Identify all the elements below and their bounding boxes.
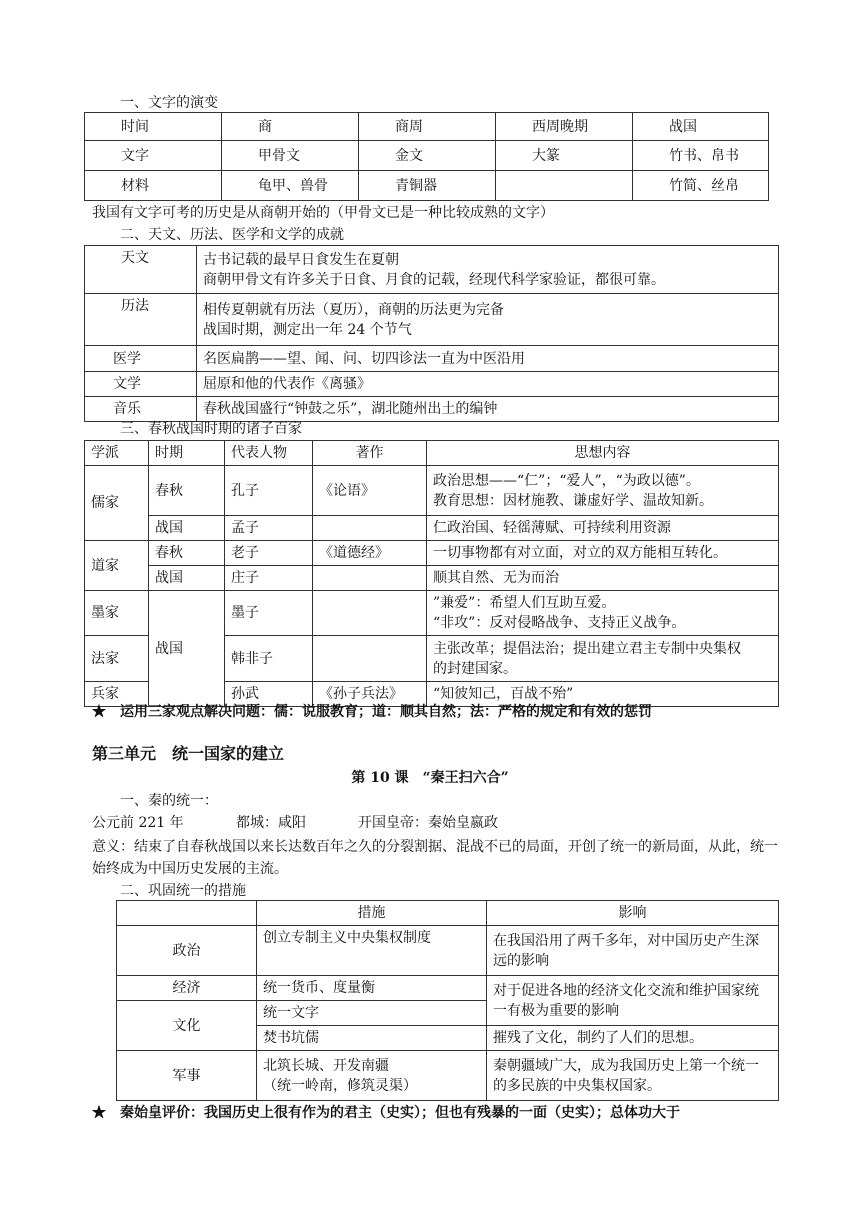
table-cell: 战国 (149, 591, 225, 707)
table-cell: 《论语》 (313, 466, 427, 516)
cell-line: 古书记载的最早日食发生在夏朝 (203, 251, 399, 268)
achievements-table (84, 245, 779, 422)
table-cell (197, 246, 779, 294)
cell-line: 战国时期，测定出一年 24 个节气 (203, 321, 412, 338)
table-cell: 孟子 (225, 516, 313, 541)
table-cell: 战国 (633, 113, 769, 141)
table-cell (427, 466, 779, 516)
table-cell (496, 171, 633, 201)
table-cell: 庄子 (225, 566, 313, 591)
table-cell: 创立专制主义中央集权制度 (257, 926, 487, 976)
table-cell: 商周 (359, 113, 496, 141)
table-cell (313, 636, 427, 682)
cell-line: 教育思想：因材施教、谦虚好学、温故知新。 (433, 492, 713, 509)
section-heading-schools: 三、春秋战国时期的诸子百家 (120, 421, 302, 437)
table-cell: 材料 (85, 171, 222, 201)
header-cell: 思想内容 (427, 441, 779, 466)
table-cell: 大篆 (496, 141, 633, 171)
table-cell (313, 516, 427, 541)
table-cell: 统一货币、度量衡 (257, 976, 487, 1001)
table-cell: 金文 (359, 141, 496, 171)
table-cell: 商 (222, 113, 359, 141)
unification-date: 公元前 221 年 (92, 815, 184, 831)
table-cell: “知彼知己，百战不殆” (427, 682, 779, 707)
table-cell (427, 591, 779, 636)
table-cell: 竹简、丝帛 (633, 171, 769, 201)
table-cell: 春秋 (149, 466, 225, 516)
table-cell: 文化 (117, 1001, 257, 1051)
table-cell: 一切事物都有对立面，对立的双方能相互转化。 (427, 541, 779, 566)
table-cell: 青铜器 (359, 171, 496, 201)
table-cell (313, 566, 427, 591)
table-cell: 韩非子 (225, 636, 313, 682)
table-cell: 龟甲、兽骨 (222, 171, 359, 201)
section-heading-measures: 二、巩固统一的措施 (120, 883, 246, 899)
cell-line: 主张改革；提倡法治；提出建立君主专制中央集权 (433, 640, 741, 657)
key-point-qin-evaluation: ★ 秦始皇评价：我国历史上很有作为的君主（史实）；但也有残暴的一面（史实）；总体功大于 (92, 1105, 680, 1121)
key-point-three-schools: ★ 运用三家观点解决问题：儒：说服教育；道：顺其自然；法：严格的规定和有效的惩罚 (92, 704, 652, 720)
header-cell: 影响 (487, 901, 779, 926)
table-cell: 屈原和他的代表作《离骚》 (197, 372, 779, 397)
table-cell: 统一文字 (257, 1001, 487, 1026)
cell-line: ”兼爱”：希望人们互助互爱。 (433, 595, 616, 611)
cell-line: 相传夏朝就有历法（夏历），商朝的历法更为完备 (203, 301, 504, 318)
table-cell: 军事 (117, 1051, 257, 1101)
table-cell: 名医扁鹊——望、闻、问、切四诊法一直为中医沿用 (197, 346, 779, 372)
table-cell: 文学 (85, 372, 197, 397)
table-cell: 历法 (85, 294, 197, 346)
writing-evolution-table (84, 112, 769, 201)
lesson-title: 第 10 课 “秦王扫六合” (351, 770, 509, 786)
cell-line: “非攻”：反对侵略战争、支持正义战争。 (433, 615, 686, 631)
table-cell: 孔子 (225, 466, 313, 516)
table-cell: 老子 (225, 541, 313, 566)
table-cell (197, 294, 779, 346)
table-cell: 西周晚期 (496, 113, 633, 141)
header-cell: 代表人物 (225, 441, 313, 466)
table-cell: 医学 (85, 346, 197, 372)
table-cell: 甲骨文 (222, 141, 359, 171)
table-cell: 焚书坑儒 (257, 1026, 487, 1051)
table-cell (257, 1051, 487, 1101)
section-heading-achievements: 二、天文、历法、医学和文学的成就 (120, 227, 344, 243)
table-cell: 对于促进各地的经济文化交流和维护国家统一有极为重要的影响 (487, 976, 779, 1026)
table-cell: 经济 (117, 976, 257, 1001)
table-cell: 战国 (149, 566, 225, 591)
section-heading-unification: 一、秦的统一： (120, 793, 218, 809)
table-cell (427, 636, 779, 682)
cell-line: （统一岭南，修筑灵渠） (263, 1077, 417, 1094)
table-cell: 墨子 (225, 591, 313, 636)
table-cell: 在我国沿用了两千多年，对中国历史产生深远的影响 (487, 926, 779, 976)
table-cell: 政治 (117, 926, 257, 976)
table-cell: 竹书、帛书 (633, 141, 769, 171)
table-cell: 孙武 (225, 682, 313, 707)
table-cell: 秦朝疆域广大，成为我国历史上第一个统一的多民族的中央集权国家。 (487, 1051, 779, 1101)
unification-meaning: 意义：结束了自春秋战国以来长达数百年之久的分裂割据、混战不已的局面，开创了统一的新局面，从此，统一始终成为中国历史发展的主流。 (92, 839, 778, 877)
table-cell: 墨家 (85, 591, 149, 636)
table-cell: 道家 (85, 541, 149, 591)
writing-note: 我国有文字可考的历史是从商朝开始的（甲骨文已是一种比较成熟的文字） (92, 205, 554, 221)
unit-title: 第三单元 统一国家的建立 (92, 744, 285, 763)
unification-capital: 都城：咸阳 (236, 815, 306, 831)
table-cell: 文字 (85, 141, 222, 171)
table-cell: 时间 (85, 113, 222, 141)
table-cell: 天文 (85, 246, 197, 294)
header-cell: 著作 (313, 441, 427, 466)
table-cell: 春秋 (149, 541, 225, 566)
table-cell: 儒家 (85, 466, 149, 541)
table-cell: 战国 (149, 516, 225, 541)
table-cell: 顺其自然、无为而治 (427, 566, 779, 591)
table-cell: 兵家 (85, 682, 149, 707)
header-cell: 措施 (257, 901, 487, 926)
unification-emperor: 开国皇帝：秦始皇嬴政 (358, 815, 498, 831)
cell-line: 商朝甲骨文有许多关于日食、月食的记载，经现代科学家验证，都很可靠。 (203, 271, 665, 288)
table-cell: 法家 (85, 636, 149, 682)
header-cell (117, 901, 257, 926)
section-heading-writing: 一、文字的演变 (120, 95, 218, 111)
table-cell: 春秋战国盛行“钟鼓之乐”，湖北随州出土的编钟 (197, 397, 779, 422)
measures-table (116, 900, 779, 1101)
table-cell: 《道德经》 (313, 541, 427, 566)
cell-line: 政治思想——“仁”；“爱人”，“为政以德”。 (433, 472, 700, 489)
table-cell: 仁政治国、轻徭薄赋、可持续利用资源 (427, 516, 779, 541)
schools-table (84, 440, 779, 707)
table-cell: 《孙子兵法》 (313, 682, 427, 707)
header-cell: 学派 (85, 441, 149, 466)
table-cell: 音乐 (85, 397, 197, 422)
table-cell (313, 591, 427, 636)
cell-line: 北筑长城、开发南疆 (263, 1057, 389, 1074)
cell-line: 的封建国家。 (433, 660, 517, 677)
table-cell: 摧残了文化，制约了人们的思想。 (487, 1026, 779, 1051)
header-cell: 时期 (149, 441, 225, 466)
